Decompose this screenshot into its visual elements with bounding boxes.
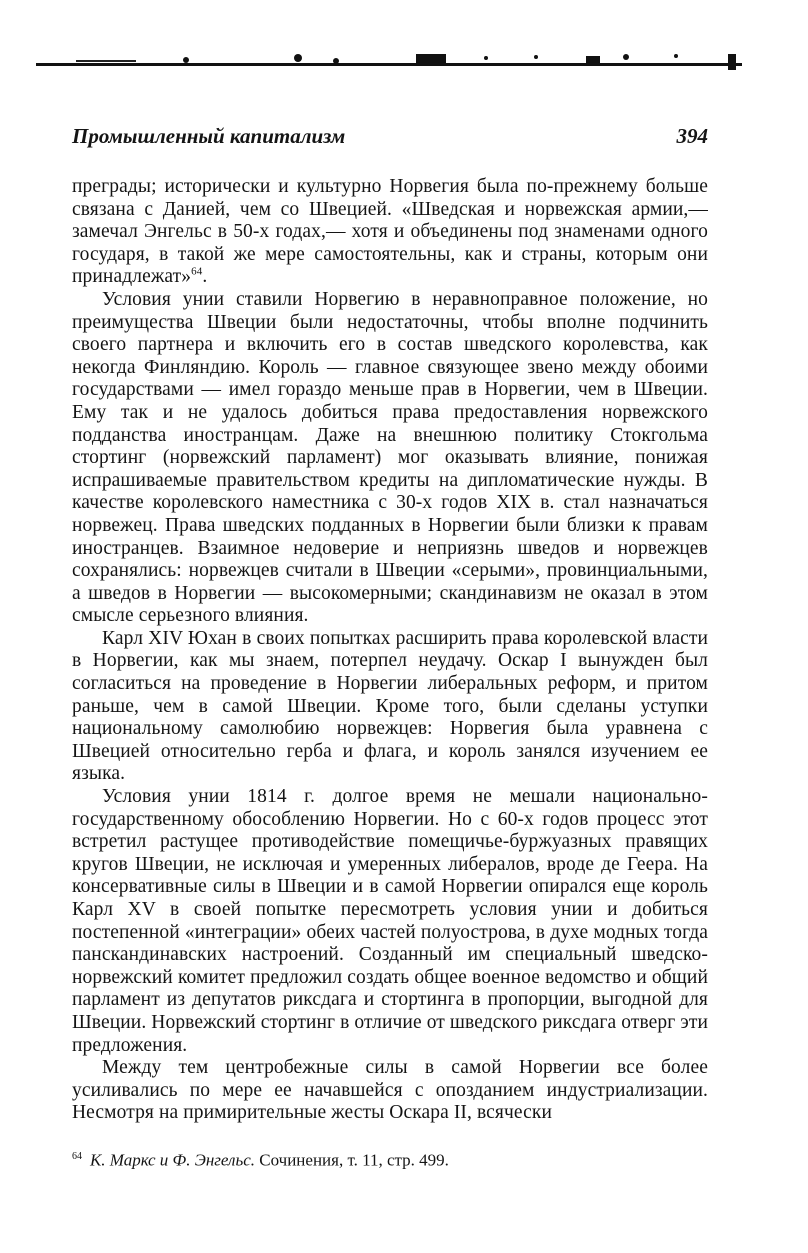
footnote-authors: К. Маркс и Ф. Энгельс. xyxy=(90,1150,255,1170)
running-head xyxy=(72,124,708,149)
paragraph: Между тем центробежные силы в самой Норвегии все более усиливались по мере ее начавшейся с опозданием индустриализации. Несмотря на примирительные жесты Оскара II, всячески xyxy=(72,1057,708,1124)
paragraph: Карл XIV Юхан в своих попытках расширить права королевской власти в Норвегии, как мы знаем, потерпел неудачу. Оскар I вынужден был согласиться на проведение в Норвегии либеральных реформ, и притом раньше, чем в самой Швеции. Кроме того, были сделаны уступки национальному самолюбию норвежцев: Норвегия была уравнена с Швецией относительно герба и флага, и король занялся изучением ее языка. xyxy=(72,627,708,785)
page-number: 394 xyxy=(676,124,708,148)
footnote-source: Сочинения, т. 11, стр. 499. xyxy=(259,1150,449,1170)
running-head-title: Промышленный капитализм xyxy=(72,124,346,148)
paragraph: Условия унии ставили Норвегию в неравноправное положение, но преимущества Швеции были недостаточны, чтобы вполне подчинить своего партнера и включить его в состав шведского королевства, как некогда Финляндию. Король — главное связующее звено между обоими государствами — имел гораздо меньше прав в Норвегии, чем в Швеции. Ему так и не удалось добиться права предоставления норвежского подданства иностранцам. Даже на внешнюю политику Стокгольма стортинг (норвежский парламент) мог оказывать влияние, понижая испрашиваемые правительством кредиты на дипломатические нужды. В качестве королевского наместника с 30-х годов XIX в. стал назначаться норвежец. Права шведских подданных в Норвегии были близки к правам иностранцев. Взаимное недоверие и неприязнь шведов и норвежцев сохранялись: норвежцев считали в Швеции «серыми», провинциальными, а шведов в Норвегии — высокомерными; скандинавизм не оказал в этом смысле серьезного влияния. xyxy=(72,288,708,627)
footnote xyxy=(72,1147,708,1171)
body-text xyxy=(72,176,708,1125)
decorative-header-rule xyxy=(36,52,742,72)
paragraph: преграды; исторически и культурно Норвегия была по-прежнему больше связана с Данией, чем со Швецией. «Шведская и норвежская армии,— замечал Энгельс в 50-х годах,— хотя и объединены под знаменами одного государя, в такой же мере самостоятельны, как и страны, которым они принадлежат»$^{64}$. xyxy=(72,176,708,288)
footnote-reference: 64 xyxy=(191,265,203,278)
paragraph: Условия унии 1814 г. долгое время не мешали национально-государственному обособлению Норвегии. Но с 60-х годов процесс этот встретил растущее противодействие помещичье-буржуазных правящих кругов Швеции, не исключая и умеренных либералов, вроде де Геера. На консервативные силы в Швеции и в самой Норвегии опирался еще король Карл XV в своей попытке пересмотреть условия унии и добиться постепенной «интеграции» обеих частей полуострова, в духе модных тогда панскандинавских настроений. Созданный им специальный шведско-норвежский комитет предложил создать общее военное ведомство и общий парламент из депутатов риксдага и стортинга в пропорции, выгодной для Швеции. Норвежский стортинг в отличие от шведского риксдага отверг эти предложения. xyxy=(72,786,708,1056)
footnote-number: 64 xyxy=(72,1151,82,1162)
